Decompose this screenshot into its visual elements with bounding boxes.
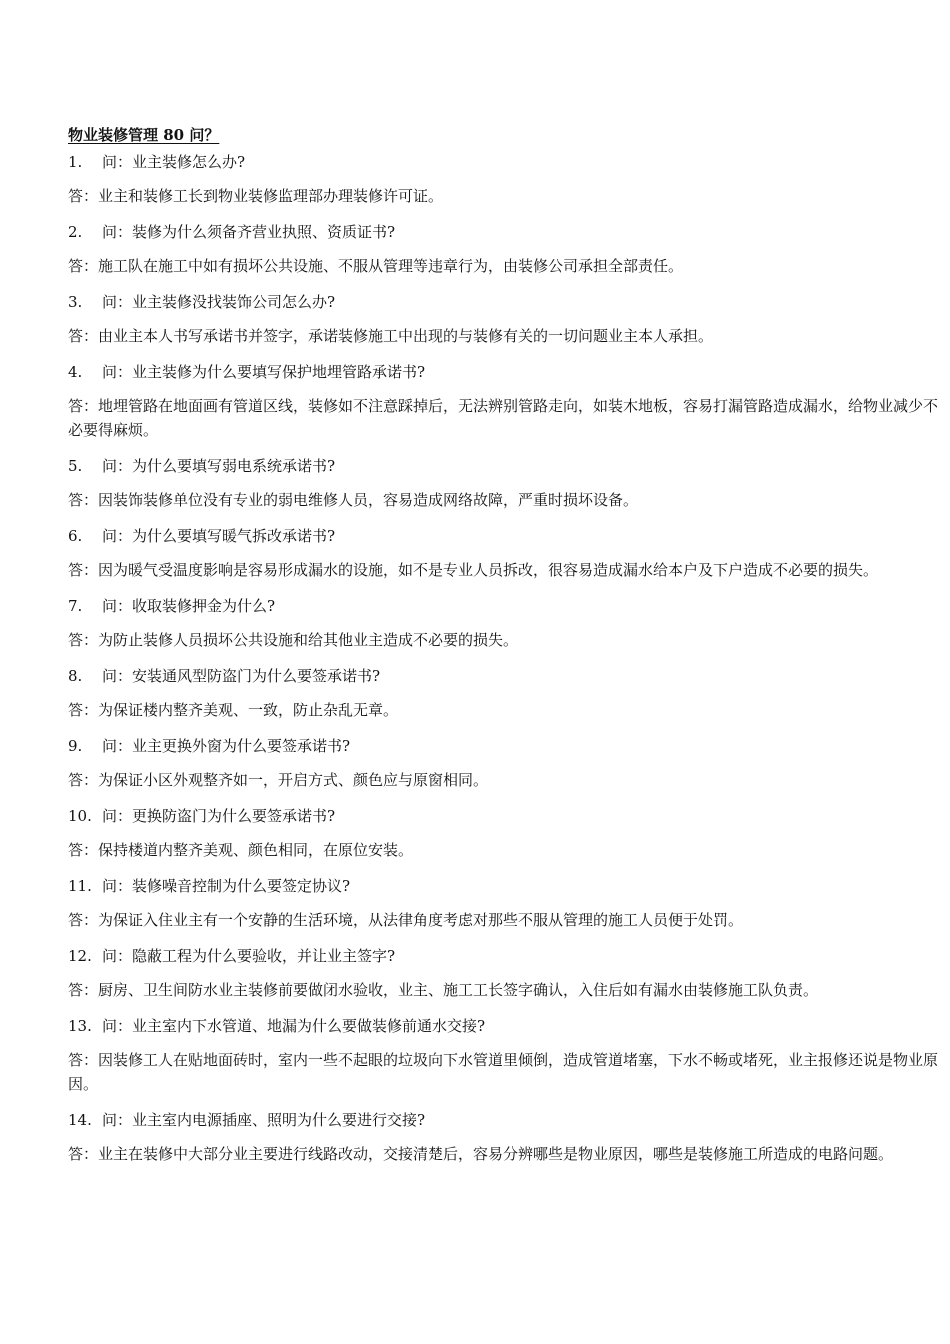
- question-line: [68, 804, 948, 828]
- qa-item: [68, 664, 948, 722]
- answer-text: 答：因为暖气受温度影响是容易形成漏水的设施，如不是专业人员拆改，很容易造成漏水给本户及下户造成不必要的损失。: [68, 561, 879, 579]
- question-line: [68, 524, 948, 548]
- question-text: 问：为什么要填写弱电系统承诺书?: [102, 457, 336, 475]
- question-number: 12.: [68, 947, 92, 965]
- question-text: 问：装修噪音控制为什么要签定协议?: [102, 877, 351, 895]
- question-number: 7.: [68, 597, 83, 615]
- question-text: 问：隐蔽工程为什么要验收，并让业主签字?: [102, 947, 396, 965]
- qa-item: [68, 220, 948, 278]
- question-number: 14.: [68, 1111, 92, 1129]
- question-number: 8.: [68, 667, 83, 685]
- question-line: [68, 594, 948, 618]
- qa-item: [68, 734, 948, 792]
- qa-item: [68, 594, 948, 652]
- answer-text: 答：为保证入住业主有一个安静的生活环境，从法律角度考虑对那些不服从管理的施工人员便于处罚。: [68, 911, 744, 929]
- qa-item: [68, 804, 948, 862]
- question-text: 问：业主更换外窗为什么要签承诺书?: [102, 737, 351, 755]
- answer-text: 答：施工队在施工中如有损坏公共设施、不服从管理等违章行为，由装修公司承担全部责任。: [68, 257, 684, 275]
- qa-item: [68, 454, 948, 512]
- answer-text: 答：为保证小区外观整齐如一，开启方式、颜色应与原窗相同。: [68, 771, 489, 789]
- question-number: 3.: [68, 293, 83, 311]
- qa-item: [68, 1108, 948, 1166]
- question-line: [68, 360, 948, 384]
- qa-item: [68, 524, 948, 582]
- qa-item: [68, 360, 948, 442]
- question-number: 5.: [68, 457, 83, 475]
- answer-text: 答：因装饰装修单位没有专业的弱电维修人员，容易造成网络故障，严重时损坏设备。: [68, 491, 639, 509]
- question-line: [68, 734, 948, 758]
- question-line: [68, 150, 948, 174]
- answer-text: 答：因装修工人在贴地面砖时，室内一些不起眼的垃圾向下水管道里倾倒，造成管道堵塞，下水不畅或堵死，业主报修还说是物业原因。: [68, 1051, 939, 1093]
- question-text: 问：业主装修为什么要填写保护地埋管路承诺书?: [102, 363, 426, 381]
- question-number: 4.: [68, 363, 83, 381]
- answer-text: 答：业主在装修中大部分业主要进行线路改动，交接清楚后，容易分辨哪些是物业原因，哪些是装修施工所造成的电路问题。: [68, 1145, 894, 1163]
- question-text: 问：装修为什么须备齐营业执照、资质证书?: [102, 223, 396, 241]
- question-line: [68, 944, 948, 968]
- qa-item: [68, 290, 948, 348]
- question-text: 问：业主装修怎么办?: [102, 153, 246, 171]
- question-number: 9.: [68, 737, 83, 755]
- question-text: 问：收取装修押金为什么?: [102, 597, 276, 615]
- qa-item: [68, 150, 948, 208]
- qa-item: [68, 944, 948, 1002]
- answer-text: 答：保持楼道内整齐美观、颜色相同，在原位安装。: [68, 841, 414, 859]
- question-line: [68, 1014, 948, 1038]
- question-line: [68, 290, 948, 314]
- question-line: [68, 874, 948, 898]
- question-text: 问：业主装修没找装饰公司怎么办?: [102, 293, 336, 311]
- question-text: 问：业主室内电源插座、照明为什么要进行交接?: [102, 1111, 426, 1129]
- answer-text: 答：为保证楼内整齐美观、一致，防止杂乱无章。: [68, 701, 399, 719]
- question-text: 问：业主室内下水管道、地漏为什么要做装修前通水交接?: [102, 1017, 486, 1035]
- question-number: 11.: [68, 877, 92, 895]
- answer-text: 答：地埋管路在地面画有管道区线，装修如不注意踩掉后，无法辨别管路走向，如装木地板，容易打漏管路造成漏水，给物业减少不必要得麻烦。: [68, 397, 939, 439]
- qa-list: [68, 150, 948, 1166]
- answer-text: 答：厨房、卫生间防水业主装修前要做闭水验收，业主、施工工长签字确认，入住后如有漏水由装修施工队负责。: [68, 981, 819, 999]
- question-line: [68, 1108, 948, 1132]
- question-text: 问：安装通风型防盗门为什么要签承诺书?: [102, 667, 381, 685]
- question-number: 13.: [68, 1017, 92, 1035]
- answer-text: 答：业主和装修工长到物业装修监理部办理装修许可证。: [68, 187, 444, 205]
- question-text: 问：更换防盗门为什么要签承诺书?: [102, 807, 336, 825]
- question-line: [68, 664, 948, 688]
- answer-text: 答：为防止装修人员损坏公共设施和给其他业主造成不必要的损失。: [68, 631, 519, 649]
- qa-item: [68, 874, 948, 932]
- question-line: [68, 454, 948, 478]
- qa-item: [68, 1014, 948, 1096]
- question-line: [68, 220, 948, 244]
- question-number: 2.: [68, 223, 83, 241]
- question-text: 问：为什么要填写暖气拆改承诺书?: [102, 527, 336, 545]
- question-number: 6.: [68, 527, 83, 545]
- question-number: 10.: [68, 807, 92, 825]
- question-number: 1.: [68, 153, 83, 171]
- document-page: [68, 123, 948, 1178]
- answer-text: 答：由业主本人书写承诺书并签字，承诺装修施工中出现的与装修有关的一切问题业主本人承担。: [68, 327, 714, 345]
- document-title: 物业装修管理 80 问？: [68, 126, 220, 144]
